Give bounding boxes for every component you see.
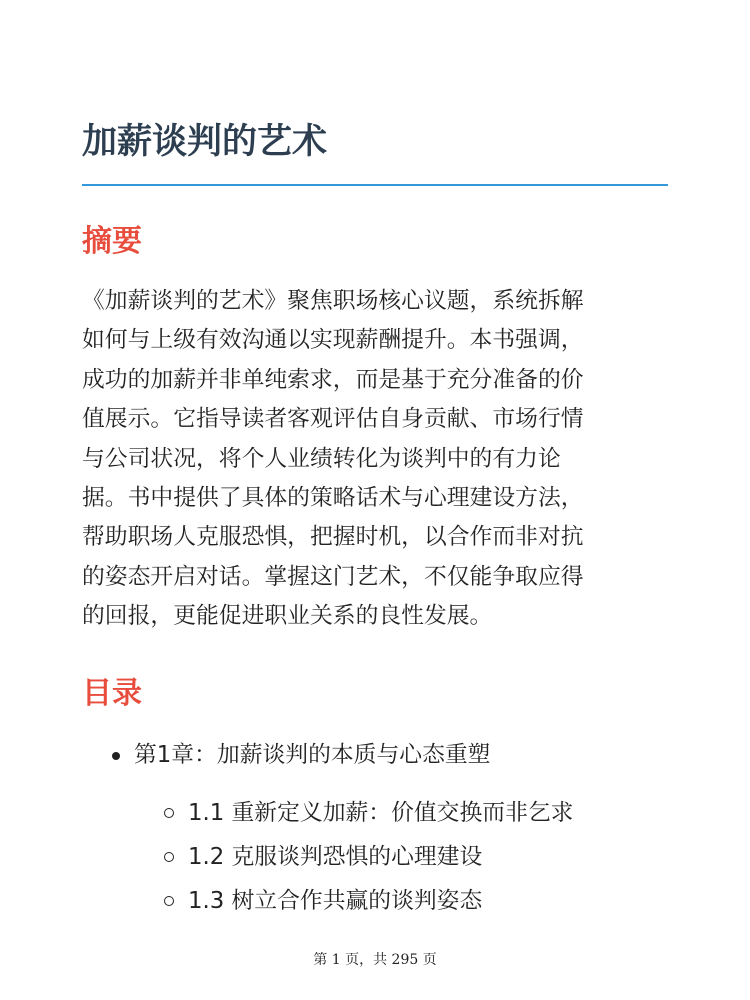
- abstract-heading: 摘要: [82, 224, 142, 259]
- toc-heading: 目录: [82, 676, 142, 711]
- document-title: 加薪谈判的艺术: [82, 122, 328, 162]
- title-divider: [82, 184, 668, 186]
- hollow-bullet-icon: [164, 896, 174, 906]
- toc-section-list: [82, 792, 668, 914]
- abstract-line: 成功的加薪并非单纯索求，而是基于充分准备的价: [82, 366, 584, 393]
- abstract-line: 如何与上级有效沟通以实现薪酬提升。本书强调，: [82, 327, 584, 354]
- toc-chapter-1: [82, 734, 668, 914]
- toc-chapter-label: 第1章：加薪谈判的本质与心态重塑: [134, 742, 491, 768]
- abstract-line: 《加薪谈判的艺术》聚焦职场核心议题，系统拆解: [82, 288, 584, 314]
- abstract-line: 的姿态开启对话。掌握这门艺术，不仅能争取应得: [82, 563, 584, 590]
- filled-bullet-icon: [112, 752, 120, 760]
- hollow-bullet-icon: [164, 852, 174, 862]
- toc-section-label: 1.1 重新定义加薪：价值交换而非乞求: [188, 800, 574, 826]
- abstract-line: 值展示。它指导读者客观评估自身贡献、市场行情: [82, 406, 584, 433]
- abstract-line: 的回报，更能促进职业关系的良性发展。: [82, 603, 493, 630]
- table-of-contents: [82, 734, 668, 914]
- document-page: [82, 0, 668, 1000]
- abstract-paragraph: [82, 282, 668, 637]
- toc-section-label: 1.2 克服谈判恐惧的心理建设: [188, 844, 483, 870]
- toc-section-label: 1.3 树立合作共赢的谈判姿态: [188, 888, 483, 914]
- page-number-footer: 第 1 页，共 295 页: [313, 952, 437, 968]
- toc-section-1-3: [82, 880, 668, 922]
- hollow-bullet-icon: [164, 808, 174, 818]
- abstract-line: 据。书中提供了具体的策略话术与心理建设方法，: [82, 485, 584, 512]
- toc-section-1-1: [82, 792, 668, 834]
- abstract-line: 与公司状况，将个人业绩转化为谈判中的有力论: [82, 445, 561, 472]
- toc-section-1-2: [82, 836, 668, 878]
- abstract-line: 帮助职场人克服恐惧，把握时机，以合作而非对抗: [82, 524, 584, 551]
